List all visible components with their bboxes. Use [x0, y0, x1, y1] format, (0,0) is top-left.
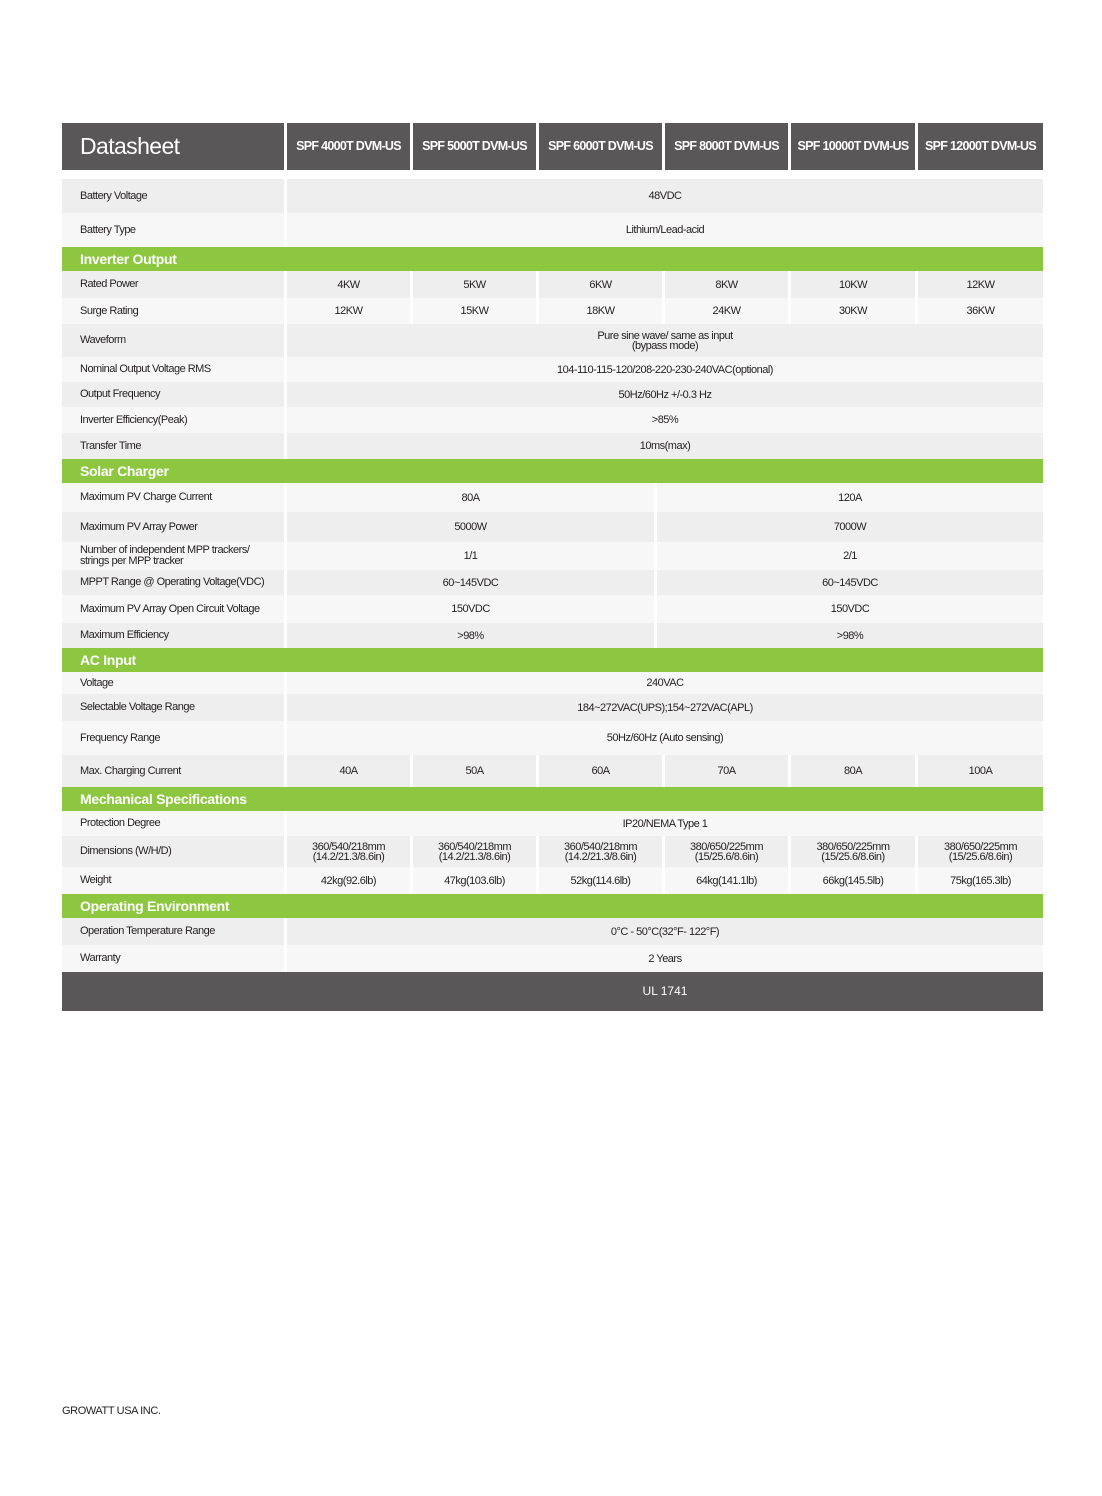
spec-row: [62, 512, 1043, 542]
spec-value: 0°C - 50°C(32°F- 122°F): [610, 925, 720, 938]
spec-label: Number of independent MPP trackers/ strings per MPP tracker: [80, 544, 250, 567]
spec-value: 5KW: [463, 278, 486, 291]
spec-row: [62, 570, 1043, 595]
section-header: AC Input: [62, 648, 1043, 672]
spec-value: 80A: [461, 491, 480, 504]
spec-row: [62, 213, 1043, 247]
spec-label: Surge Rating: [80, 304, 139, 317]
spec-value: 380/650/225mm (15/25.6/8.6in): [690, 840, 763, 863]
spec-value: 12KW: [966, 278, 995, 291]
spec-value: 80A: [843, 765, 863, 777]
spec-row: [62, 382, 1043, 407]
spec-value: 6KW: [589, 278, 612, 291]
spec-label: Operation Temperature Range: [80, 925, 215, 937]
spec-value: 42kg(92.6lb): [320, 874, 377, 887]
spec-value: 104-110-115-120/208-220-230-240VAC(optional): [557, 363, 773, 376]
spec-value: 24KW: [712, 305, 741, 317]
spec-value: 7000W: [833, 521, 867, 533]
spec-value: 18KW: [586, 305, 615, 317]
spec-label: Rated Power: [80, 278, 139, 290]
spec-value: IP20/NEMA Type 1: [622, 817, 708, 830]
spec-value: 8KW: [715, 278, 738, 291]
spec-value: 184~272VAC(UPS);154~272VAC(APL): [577, 701, 753, 714]
spec-row: [62, 836, 1043, 867]
spec-value: 50A: [465, 765, 484, 777]
spec-value: 100A: [968, 765, 993, 777]
spec-row: [62, 271, 1043, 298]
spec-value: 5000W: [454, 521, 487, 533]
spec-label: Warranty: [80, 952, 121, 964]
section-header: Inverter Output: [62, 247, 1043, 271]
spec-row: [62, 324, 1043, 357]
spec-label: Max. Charging Current: [80, 764, 181, 777]
spec-value: 60~145VDC: [442, 576, 499, 589]
spec-value: 120A: [838, 491, 862, 504]
spec-row: [62, 945, 1043, 972]
model-header: SPF 10000T DVM-US: [797, 139, 909, 153]
spec-value: 48VDC: [648, 190, 682, 202]
section-header: Solar Charger: [62, 459, 1043, 483]
spec-label: Dimensions (W/H/D): [80, 845, 172, 857]
section-header: Mechanical Specifications: [62, 787, 1043, 811]
spec-value: 2/1: [843, 550, 857, 562]
certification-footer: [62, 972, 1043, 1011]
spec-row: [62, 179, 1043, 213]
spec-label: Maximum PV Array Open Circuit Voltage: [80, 602, 260, 615]
spec-value: 60A: [591, 765, 610, 777]
spec-label: Inverter Efficiency(Peak): [80, 413, 188, 426]
spec-value: 10KW: [839, 278, 867, 291]
spec-value: 15KW: [460, 305, 489, 317]
spec-label: Frequency Range: [80, 731, 160, 744]
spec-value: 240VAC: [646, 677, 684, 689]
spec-row: [62, 595, 1043, 623]
spec-value: 50Hz/60Hz +/-0.3 Hz: [618, 388, 712, 401]
spec-label: Battery Voltage: [80, 189, 148, 202]
model-header: SPF 5000T DVM-US: [422, 139, 527, 153]
spec-label: Selectable Voltage Range: [80, 701, 195, 713]
spec-row: [62, 357, 1043, 382]
spec-value: 380/650/225mm (15/25.6/8.6in): [816, 840, 890, 863]
spec-value: 150VDC: [830, 603, 870, 615]
spec-value: 66kg(145.5lb): [822, 874, 884, 887]
spec-value: 360/540/218mm (14.2/21.3/8.6in): [564, 840, 637, 863]
spec-row: [62, 672, 1043, 694]
spec-row: [62, 407, 1043, 433]
spec-value: 50Hz/60Hz (Auto sensing): [606, 732, 724, 744]
spec-label: Maximum PV Charge Current: [80, 491, 212, 503]
spec-label: Battery Type: [80, 223, 136, 236]
spec-label: MPPT Range @ Operating Voltage(VDC): [80, 576, 265, 588]
spec-value: 4KW: [337, 278, 360, 291]
spec-value: >98%: [457, 629, 484, 642]
spec-value: 360/540/218mm (14.2/21.3/8.6in): [312, 840, 385, 863]
spec-label: Maximum PV Array Power: [80, 520, 198, 533]
spec-value: 75kg(165.3lb): [950, 874, 1011, 887]
spec-value: 70A: [717, 765, 736, 777]
spec-value: 12KW: [334, 305, 363, 317]
spec-row: [62, 483, 1043, 512]
spec-label: Output Frequency: [80, 388, 161, 400]
spec-label: Protection Degree: [80, 817, 161, 829]
spec-value: 30KW: [839, 305, 867, 317]
spec-row: [62, 811, 1043, 836]
spec-value: 36KW: [966, 305, 995, 317]
spec-label: Transfer Time: [80, 439, 141, 452]
spec-value: >85%: [651, 414, 679, 426]
spec-value: 360/540/218mm (14.2/21.3/8.6in): [438, 840, 511, 863]
spec-value: 150VDC: [451, 603, 490, 615]
spec-row: [62, 694, 1043, 721]
spec-value: 2 Years: [648, 952, 682, 965]
spec-label: Nominal Output Voltage RMS: [80, 363, 211, 375]
spec-row: [62, 721, 1043, 755]
spec-value: 52kg(114.6lb): [570, 874, 631, 887]
section-header: Operating Environment: [62, 894, 1043, 918]
spec-label: Waveform: [80, 334, 126, 346]
datasheet-table: [62, 123, 1043, 1011]
table-body: [62, 170, 1043, 972]
table-header: [62, 123, 1043, 170]
spec-value: 64kg(141.1lb): [696, 874, 757, 887]
spec-value: 10ms(max): [639, 440, 691, 452]
spec-value: 40A: [339, 765, 358, 777]
spec-value: Pure sine wave/ same as input (bypass mode): [597, 329, 733, 352]
spacer: [62, 170, 1043, 179]
spec-value: Lithium/Lead-acid: [625, 224, 705, 236]
spec-row: [62, 433, 1043, 459]
spec-row: [62, 867, 1043, 894]
spec-row: [62, 755, 1043, 787]
model-header: SPF 8000T DVM-US: [674, 139, 779, 153]
spec-value: 380/650/225mm (15/25.6/8.6in): [944, 840, 1017, 863]
spec-value: 1/1: [463, 550, 478, 562]
spec-value: 60~145VDC: [822, 576, 878, 589]
model-header: SPF 6000T DVM-US: [548, 139, 653, 153]
spec-label: Voltage: [80, 676, 114, 689]
spec-label: Maximum Efficiency: [80, 629, 169, 641]
spec-row: [62, 542, 1043, 570]
model-header: SPF 4000T DVM-US: [296, 139, 401, 153]
certification-text: UL 1741: [642, 984, 688, 998]
spec-row: [62, 918, 1043, 945]
datasheet-title: Datasheet: [80, 133, 180, 159]
spec-value: >98%: [836, 629, 864, 642]
company-name: GROWATT USA INC.: [62, 1405, 161, 1417]
spec-label: Weight: [80, 874, 112, 886]
spec-value: 47kg(103.6lb): [444, 874, 505, 887]
spec-row: [62, 623, 1043, 648]
spec-row: [62, 298, 1043, 324]
model-header: SPF 12000T DVM-US: [924, 139, 1037, 153]
